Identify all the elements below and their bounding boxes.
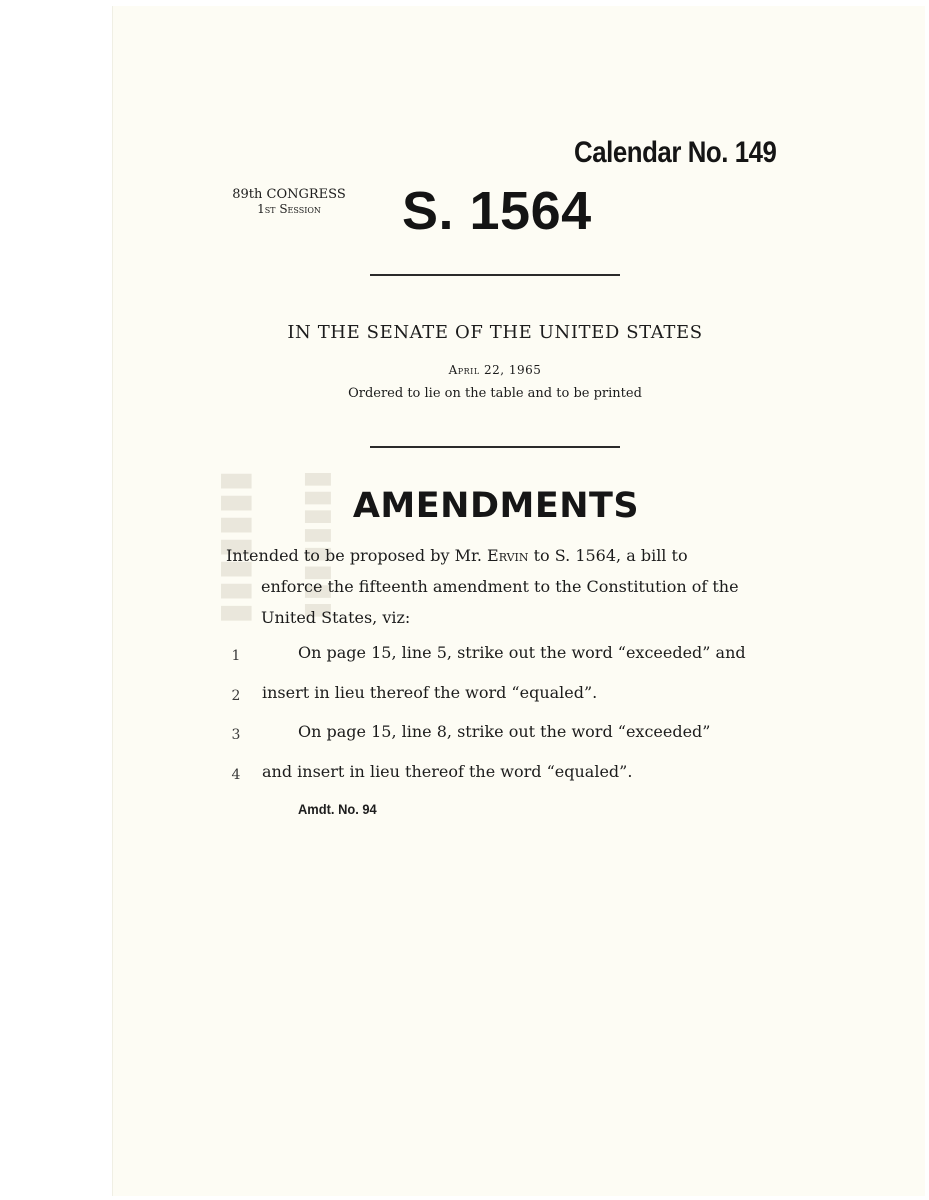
amendment-line: On page 15, line 8, strike out the word “exceeded” [298, 722, 711, 741]
middle-rule [370, 446, 620, 448]
chamber-heading: IN THE SENATE OF THE UNITED STATES [287, 322, 703, 343]
session-label: 1st Session [257, 202, 321, 216]
show-through-mark: ▮▮▮▮▮▮▮ [216, 470, 262, 625]
amendment-line: and insert in lieu thereof the word “equaled”. [262, 762, 633, 781]
line-number: 2 [231, 688, 241, 704]
amendment-line: insert in lieu thereof the word “equaled”. [262, 683, 598, 702]
date-line: April 22, 1965 [448, 363, 542, 377]
show-through-mark: ▮▮▮▮▮▮▮▮ [300, 470, 340, 620]
intro-line: enforce the fifteenth amendment to the Constitution of the [261, 577, 739, 596]
senator-name: Ervin [487, 546, 529, 565]
amendments-heading: AMENDMENTS [352, 486, 640, 526]
ordered-line: Ordered to lie on the table and to be printed [348, 386, 642, 401]
line-number: 3 [231, 727, 241, 743]
calendar-number: Calendar No. 149 [574, 136, 777, 169]
line-number: 4 [231, 767, 241, 783]
amendment-line: On page 15, line 5, strike out the word “exceeded” and [298, 643, 746, 662]
congress-session [200, 187, 378, 217]
amendment-number: Amdt. No. 94 [298, 801, 377, 817]
line-number: 1 [231, 648, 241, 664]
intro-paragraph [226, 540, 774, 633]
intro-line: United States, viz: [261, 608, 411, 627]
top-rule [370, 274, 620, 276]
intro-line: Intended to be proposed by Mr. Ervin to S. 1564, a bill to [226, 546, 688, 565]
congress-label: 89th CONGRESS [232, 187, 346, 202]
bill-number: S. 1564 [402, 181, 592, 241]
